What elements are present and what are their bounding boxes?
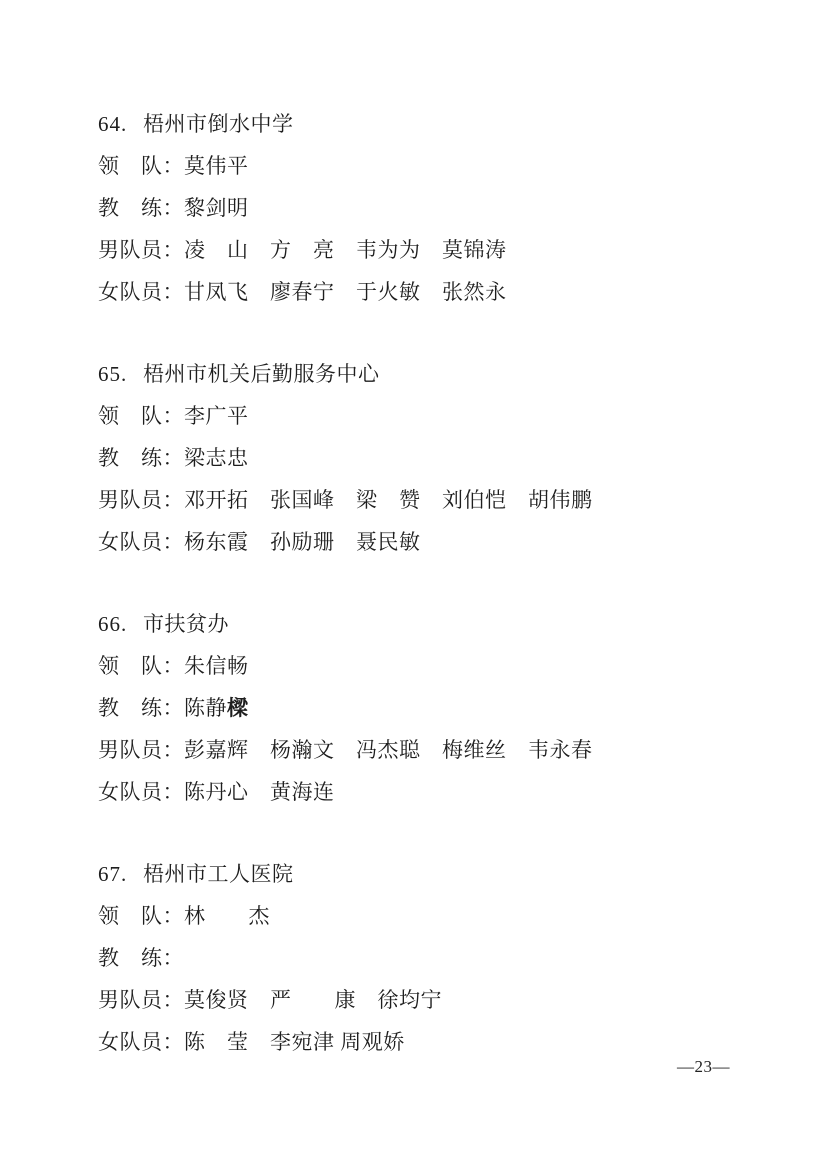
team-number: 64. [98, 112, 128, 136]
team-title [98, 853, 766, 895]
team-name: 梧州市工人医院 [143, 862, 294, 886]
coach-label: 教 练： [98, 196, 184, 220]
female-members-list: 甘凤飞 廖春宁 于火敏 张然永 [184, 280, 507, 304]
male-members-row [98, 979, 766, 1021]
male-members-label: 男队员： [98, 488, 184, 512]
team-title [98, 603, 766, 645]
male-members-list: 莫俊贤 严 康 徐均宁 [184, 988, 442, 1012]
leader-name: 李广平 [184, 404, 249, 428]
coach-label: 教 练： [98, 446, 184, 470]
coach-row [98, 437, 766, 479]
team-entry-65 [98, 353, 766, 563]
team-name: 市扶贫办 [143, 612, 229, 636]
leader-label: 领 队： [98, 154, 184, 178]
male-members-list: 彭嘉辉 杨瀚文 冯杰聪 梅维丝 韦永春 [184, 738, 593, 762]
female-members-label: 女队员： [98, 780, 184, 804]
female-members-list: 陈丹心 黄海连 [184, 780, 335, 804]
female-members-row [98, 271, 766, 313]
male-members-label: 男队员： [98, 738, 184, 762]
coach-name: 梁志忠 [184, 446, 249, 470]
team-name: 梧州市倒水中学 [143, 112, 294, 136]
team-number: 67. [98, 862, 128, 886]
team-entry-66 [98, 603, 766, 813]
leader-row [98, 895, 766, 937]
female-members-row [98, 521, 766, 563]
male-members-label: 男队员： [98, 238, 184, 262]
coach-row [98, 187, 766, 229]
team-entry-64 [98, 103, 766, 313]
leader-label: 领 队： [98, 654, 184, 678]
female-members-row [98, 1021, 766, 1063]
male-members-label: 男队员： [98, 988, 184, 1012]
leader-row [98, 145, 766, 187]
male-members-list: 凌 山 方 亮 韦为为 莫锦涛 [184, 238, 507, 262]
team-title [98, 103, 766, 145]
female-members-row [98, 771, 766, 813]
coach-row [98, 937, 766, 979]
coach-row [98, 687, 766, 729]
female-members-label: 女队员： [98, 1030, 184, 1054]
document-body [98, 103, 766, 1103]
team-number: 66. [98, 612, 128, 636]
leader-label: 领 队： [98, 904, 184, 928]
coach-name: 陈静 [184, 696, 227, 720]
coach-label: 教 练： [98, 946, 184, 970]
male-members-row [98, 229, 766, 271]
leader-row [98, 645, 766, 687]
coach-name-bold: 樑 [227, 696, 249, 720]
coach-label: 教 练： [98, 696, 184, 720]
male-members-row [98, 729, 766, 771]
leader-name: 林 杰 [184, 904, 270, 928]
female-members-list: 杨东霞 孙励珊 聂民敏 [184, 530, 421, 554]
page-number: —23— [677, 1057, 730, 1076]
leader-label: 领 队： [98, 404, 184, 428]
female-members-label: 女队员： [98, 530, 184, 554]
team-entry-67 [98, 853, 766, 1063]
female-members-list: 陈 莹 李宛津 周观娇 [184, 1030, 405, 1054]
leader-row [98, 395, 766, 437]
team-title [98, 353, 766, 395]
team-name: 梧州市机关后勤服务中心 [143, 362, 380, 386]
coach-name: 黎剑明 [184, 196, 249, 220]
leader-name: 朱信畅 [184, 654, 249, 678]
team-number: 65. [98, 362, 128, 386]
male-members-row [98, 479, 766, 521]
leader-name: 莫伟平 [184, 154, 249, 178]
female-members-label: 女队员： [98, 280, 184, 304]
male-members-list: 邓开拓 张国峰 梁 赞 刘伯恺 胡伟鹏 [184, 488, 593, 512]
